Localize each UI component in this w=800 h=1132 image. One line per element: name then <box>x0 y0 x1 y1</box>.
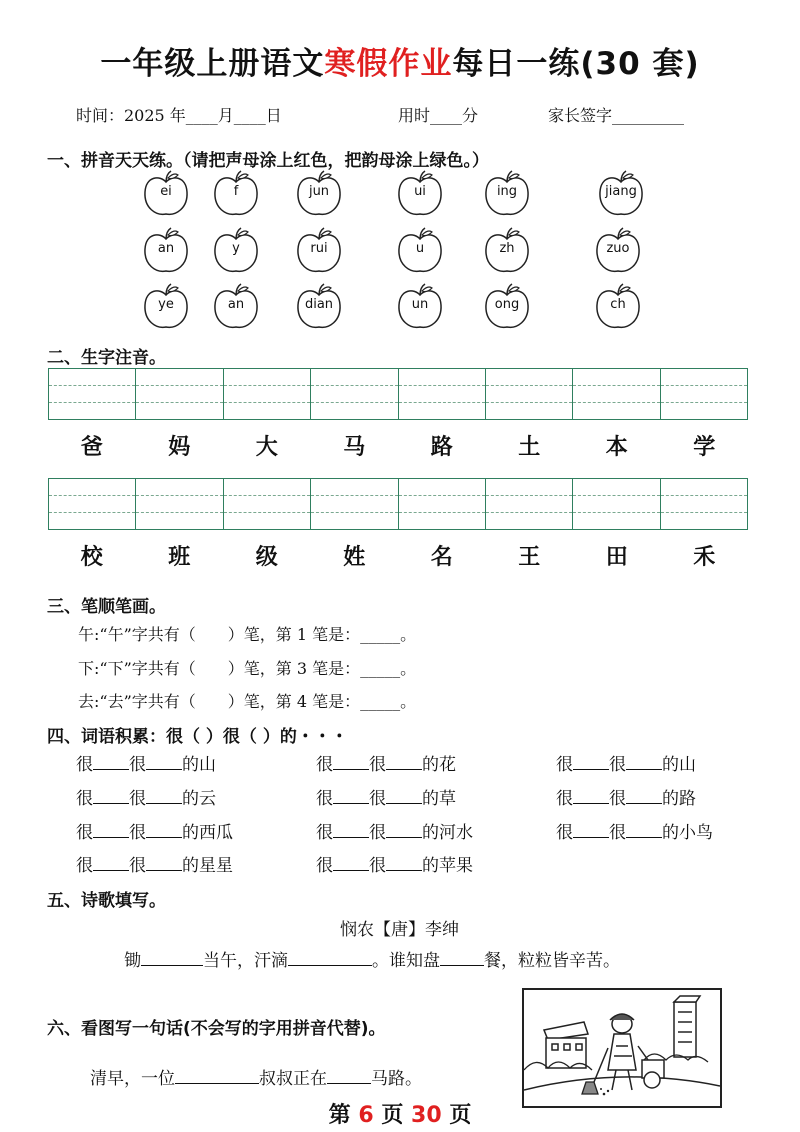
pinyin-cell[interactable] <box>49 479 135 529</box>
section6-heading: 六、看图写一句话(不会写的字用拼音代替)。 <box>47 1019 386 1039</box>
apple-pinyin[interactable] <box>484 170 530 218</box>
word-item <box>556 784 696 809</box>
poem-blank[interactable] <box>288 950 372 966</box>
word-suffix: 的河水 <box>422 823 473 843</box>
apple-label: u <box>415 241 425 256</box>
word-blank[interactable] <box>386 788 422 804</box>
apple-pinyin[interactable] <box>143 170 189 218</box>
apple-pinyin[interactable] <box>484 227 530 275</box>
word-item <box>316 750 456 775</box>
title-highlight: 寒假作业 <box>324 46 453 82</box>
street-sweeper-illustration <box>524 990 720 1106</box>
apple-pinyin[interactable] <box>484 283 530 331</box>
word-blank[interactable] <box>333 788 369 804</box>
character: 学 <box>693 434 716 460</box>
apple-pinyin[interactable] <box>595 283 641 331</box>
word-blank[interactable] <box>386 855 422 871</box>
stroke-question-2[interactable]: 下:“下”字共有（ ）笔，第 3 笔是：_____。 <box>78 659 417 678</box>
character: 本 <box>605 434 628 460</box>
stroke-question-3[interactable]: 去:“去”字共有（ ）笔，第 4 笔是：_____。 <box>78 692 417 711</box>
word-suffix: 的山 <box>662 755 696 775</box>
apple-pinyin[interactable] <box>143 283 189 331</box>
apple-label: an <box>227 297 245 312</box>
poem-text: 餐，粒粒皆辛苦。 <box>484 951 620 971</box>
word-blank[interactable] <box>573 788 609 804</box>
apple-pinyin[interactable] <box>296 227 342 275</box>
character-row1 <box>48 430 748 461</box>
apple-pinyin[interactable] <box>213 170 259 218</box>
word-blank[interactable] <box>573 822 609 838</box>
word-text: 很 <box>609 823 626 843</box>
word-item <box>316 784 456 809</box>
current-page: 6 <box>358 1103 374 1128</box>
word-blank[interactable] <box>626 754 662 770</box>
word-item <box>76 818 233 843</box>
parent-signature-field[interactable]: 家长签字_________ <box>548 106 685 125</box>
word-suffix: 的花 <box>422 755 456 775</box>
poem-text: 当午，汗滴 <box>203 951 288 971</box>
poem-blank[interactable] <box>440 950 484 966</box>
word-text: 很 <box>76 823 93 843</box>
apple-label: ch <box>610 297 626 312</box>
word-text: 很 <box>609 755 626 775</box>
word-text: 很 <box>369 823 386 843</box>
character: 级 <box>255 544 278 570</box>
word-blank[interactable] <box>146 855 182 871</box>
poem-title: 悯农【唐】李绅 <box>340 920 459 940</box>
pinyin-cell[interactable] <box>398 479 485 529</box>
stroke-question-1[interactable]: 午:“午”字共有（ ）笔，第 1 笔是：_____。 <box>78 625 417 644</box>
apple-label: jiang <box>605 184 637 199</box>
apple-pinyin[interactable] <box>397 170 443 218</box>
pinyin-cell[interactable] <box>398 369 485 419</box>
apple-label: ong <box>494 297 520 312</box>
pinyin-cell[interactable] <box>660 369 747 419</box>
character: 禾 <box>693 544 716 570</box>
apple-label: y <box>232 241 240 256</box>
section3-heading: 三、笔顺笔画。 <box>47 597 166 617</box>
character: 名 <box>430 544 453 570</box>
character: 妈 <box>168 434 191 460</box>
word-item <box>556 818 713 843</box>
word-blank[interactable] <box>93 788 129 804</box>
word-text: 很 <box>316 755 333 775</box>
word-blank[interactable] <box>146 788 182 804</box>
word-text: 很 <box>316 789 333 809</box>
sentence-text: 清早，一位 <box>90 1069 175 1089</box>
pinyin-cell[interactable] <box>310 369 397 419</box>
poem-text: 。谁知盘 <box>372 951 440 971</box>
pinyin-cell[interactable] <box>572 479 659 529</box>
apple-label: ui <box>414 184 426 199</box>
pinyin-cell[interactable] <box>49 369 135 419</box>
poem-line <box>124 946 620 971</box>
word-suffix: 的草 <box>422 789 456 809</box>
total-pages: 30 <box>411 1103 442 1128</box>
word-blank[interactable] <box>333 822 369 838</box>
word-suffix: 的山 <box>182 755 216 775</box>
sentence-text: 叔叔正在 <box>259 1069 327 1089</box>
word-item <box>76 750 216 775</box>
time-field[interactable]: 时间：2025 年____月____日 <box>76 106 282 125</box>
page-footer <box>0 1098 800 1129</box>
apple-label: f <box>233 184 239 199</box>
title-part1: 一年级上册语文 <box>100 46 325 82</box>
word-item <box>76 851 233 876</box>
word-suffix: 的星星 <box>182 856 233 876</box>
apple-pinyin[interactable] <box>213 283 259 331</box>
apple-label: rui <box>310 241 328 256</box>
word-blank[interactable] <box>146 822 182 838</box>
pinyin-grid-row2[interactable] <box>48 478 748 530</box>
word-blank[interactable] <box>626 822 662 838</box>
word-text: 很 <box>556 789 573 809</box>
footer-text: 页 <box>381 1103 404 1128</box>
sentence-blank[interactable] <box>175 1068 259 1084</box>
pinyin-cell[interactable] <box>572 369 659 419</box>
apple-label: an <box>157 241 175 256</box>
apple-label: ye <box>158 297 174 312</box>
word-item <box>556 750 696 775</box>
apple-pinyin[interactable] <box>296 283 342 331</box>
pinyin-cell[interactable] <box>310 479 397 529</box>
page-title <box>0 38 800 83</box>
pinyin-cell[interactable] <box>135 479 222 529</box>
word-item <box>76 784 216 809</box>
word-blank[interactable] <box>626 788 662 804</box>
word-suffix: 的云 <box>182 789 216 809</box>
word-text: 很 <box>76 755 93 775</box>
word-text: 很 <box>556 823 573 843</box>
word-suffix: 的路 <box>662 789 696 809</box>
word-text: 很 <box>316 823 333 843</box>
apple-pinyin[interactable] <box>296 170 342 218</box>
apple-label: ei <box>160 184 172 199</box>
apple-label: jun <box>308 184 330 199</box>
character: 路 <box>430 434 453 460</box>
character: 大 <box>255 434 278 460</box>
sentence-text: 马路。 <box>371 1069 422 1089</box>
section2-heading: 二、生字注音。 <box>47 348 166 368</box>
character: 王 <box>518 544 541 570</box>
word-suffix: 的西瓜 <box>182 823 233 843</box>
word-text: 很 <box>316 856 333 876</box>
character: 土 <box>518 434 541 460</box>
section1-heading: 一、拼音天天练。（请把声母涂上红色，把韵母涂上绿色。） <box>47 151 489 171</box>
character: 马 <box>343 434 366 460</box>
pinyin-cell[interactable] <box>223 479 310 529</box>
section4-heading: 四、词语积累：很（ ）很（ ）的・・・ <box>47 727 348 747</box>
word-blank[interactable] <box>93 855 129 871</box>
word-text: 很 <box>129 856 146 876</box>
title-part3: 每日一练(30 套) <box>452 46 700 82</box>
word-suffix: 的苹果 <box>422 856 473 876</box>
sentence-line <box>90 1064 422 1089</box>
footer-text: 页 <box>449 1103 472 1128</box>
pinyin-cell[interactable] <box>485 479 572 529</box>
apple-label: un <box>411 297 429 312</box>
word-text: 很 <box>129 823 146 843</box>
character: 爸 <box>80 434 103 460</box>
word-blank[interactable] <box>93 822 129 838</box>
footer-text: 第 <box>328 1103 351 1128</box>
word-text: 很 <box>369 789 386 809</box>
sentence-blank[interactable] <box>327 1068 371 1084</box>
duration-field[interactable]: 用时____分 <box>398 106 479 125</box>
character: 校 <box>80 544 103 570</box>
character: 班 <box>168 544 191 570</box>
word-blank[interactable] <box>333 855 369 871</box>
character-row2 <box>48 540 748 571</box>
word-text: 很 <box>556 755 573 775</box>
street-sweeper-picture <box>522 988 722 1108</box>
word-item <box>316 818 473 843</box>
apple-pinyin[interactable] <box>143 227 189 275</box>
poem-blank[interactable] <box>141 950 203 966</box>
word-text: 很 <box>129 755 146 775</box>
word-blank[interactable] <box>386 754 422 770</box>
word-text: 很 <box>129 789 146 809</box>
word-blank[interactable] <box>386 822 422 838</box>
word-text: 很 <box>369 856 386 876</box>
apple-label: dian <box>304 297 334 312</box>
pinyin-cell[interactable] <box>223 369 310 419</box>
pinyin-grid-row1[interactable] <box>48 368 748 420</box>
pinyin-cell[interactable] <box>660 479 747 529</box>
apple-pinyin[interactable] <box>397 283 443 331</box>
section5-heading: 五、诗歌填写。 <box>47 891 166 911</box>
poem-text: 锄 <box>124 951 141 971</box>
word-text: 很 <box>76 856 93 876</box>
pinyin-cell[interactable] <box>485 369 572 419</box>
word-blank[interactable] <box>93 754 129 770</box>
pinyin-cell[interactable] <box>135 369 222 419</box>
word-suffix: 的小鸟 <box>662 823 713 843</box>
character: 姓 <box>343 544 366 570</box>
word-text: 很 <box>609 789 626 809</box>
apple-pinyin[interactable] <box>213 227 259 275</box>
word-text: 很 <box>76 789 93 809</box>
word-text: 很 <box>369 755 386 775</box>
apple-pinyin[interactable] <box>595 170 647 218</box>
apple-pinyin[interactable] <box>397 227 443 275</box>
word-item <box>316 851 473 876</box>
character: 田 <box>605 544 628 570</box>
apple-pinyin[interactable] <box>595 227 641 275</box>
word-blank[interactable] <box>333 754 369 770</box>
apple-label: ing <box>496 184 518 199</box>
word-blank[interactable] <box>573 754 609 770</box>
word-blank[interactable] <box>146 754 182 770</box>
apple-label: zuo <box>606 241 630 256</box>
apple-label: zh <box>499 241 515 256</box>
